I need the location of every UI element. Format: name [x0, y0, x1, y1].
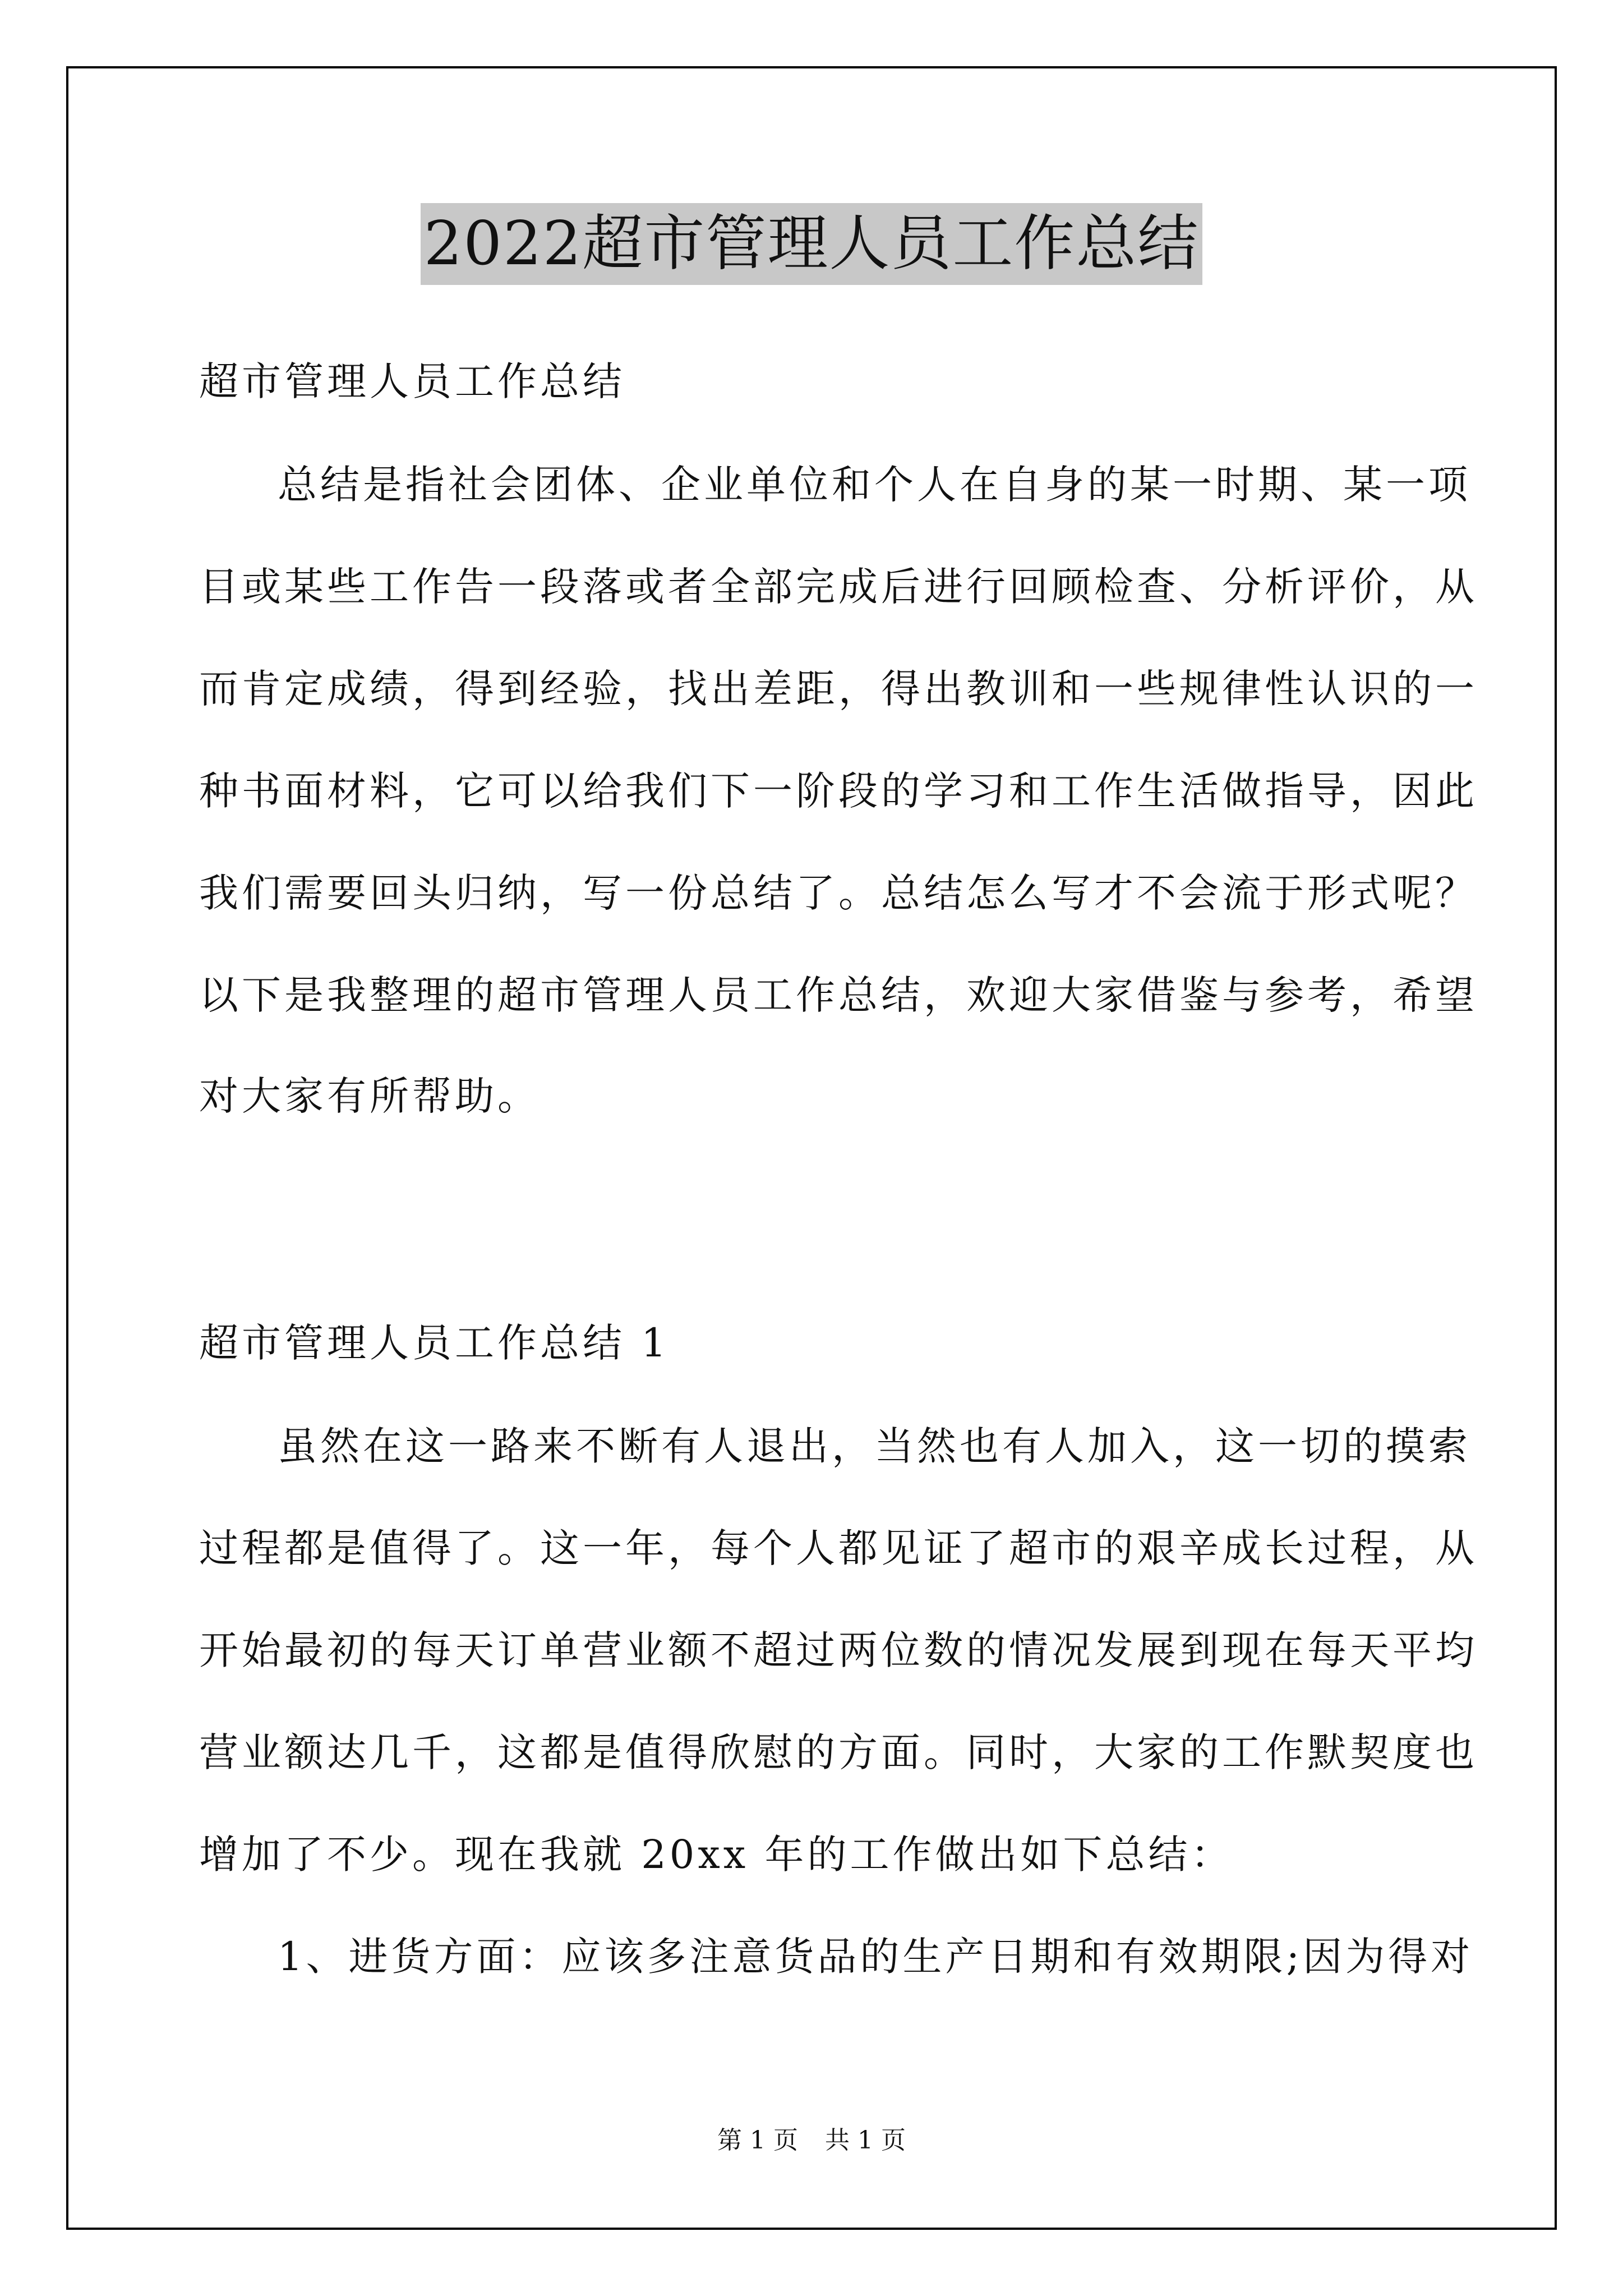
list-item-1: 1、进货方面：应该多注意货品的生产日期和有效期限;因为得对	[278, 1934, 1474, 1980]
section1-line-4: 营业额达几千，这都是值得欣慰的方面。同时，大家的工作默契度也	[199, 1729, 1478, 1775]
section1-line-5: 增加了不少。现在我就 20xx 年的工作做出如下总结：	[199, 1832, 1234, 1878]
section-heading-1: 超市管理人员工作总结 1	[199, 1320, 670, 1366]
intro-line-6: 以下是我整理的超市管理人员工作总结，欢迎大家借鉴与参考，希望	[199, 972, 1478, 1018]
document-subtitle: 超市管理人员工作总结	[199, 358, 625, 404]
intro-line-5: 我们需要回头归纳，写一份总结了。总结怎么写才不会流于形式呢？	[199, 870, 1478, 916]
section1-line-3: 开始最初的每天订单营业额不超过两位数的情况发展到现在每天平均	[199, 1627, 1478, 1673]
page-number-total: 共 1 页	[825, 2126, 906, 2155]
section1-line-2: 过程都是值得了。这一年，每个人都见证了超市的艰辛成长过程，从	[199, 1525, 1478, 1571]
document-title: 2022超市管理人员工作总结	[421, 203, 1203, 285]
intro-line-3: 而肯定成绩，得到经验，找出差距，得出教训和一些规律性认识的一	[199, 666, 1478, 712]
page-footer	[0, 2124, 1623, 2157]
intro-line-2: 目或某些工作告一段落或者全部完成后进行回顾检查、分析评价，从	[199, 564, 1478, 610]
section1-line-1: 虽然在这一路来不断有人退出，当然也有人加入，这一切的摸索	[278, 1423, 1471, 1469]
intro-line-4: 种书面材料，它可以给我们下一阶段的学习和工作生活做指导，因此	[199, 768, 1478, 814]
intro-line-7: 对大家有所帮助。	[199, 1073, 540, 1119]
intro-line-1: 总结是指社会团体、企业单位和个人在自身的某一时期、某一项	[278, 462, 1471, 508]
page-number-current: 第 1 页	[717, 2126, 798, 2155]
title-container	[0, 203, 1623, 285]
